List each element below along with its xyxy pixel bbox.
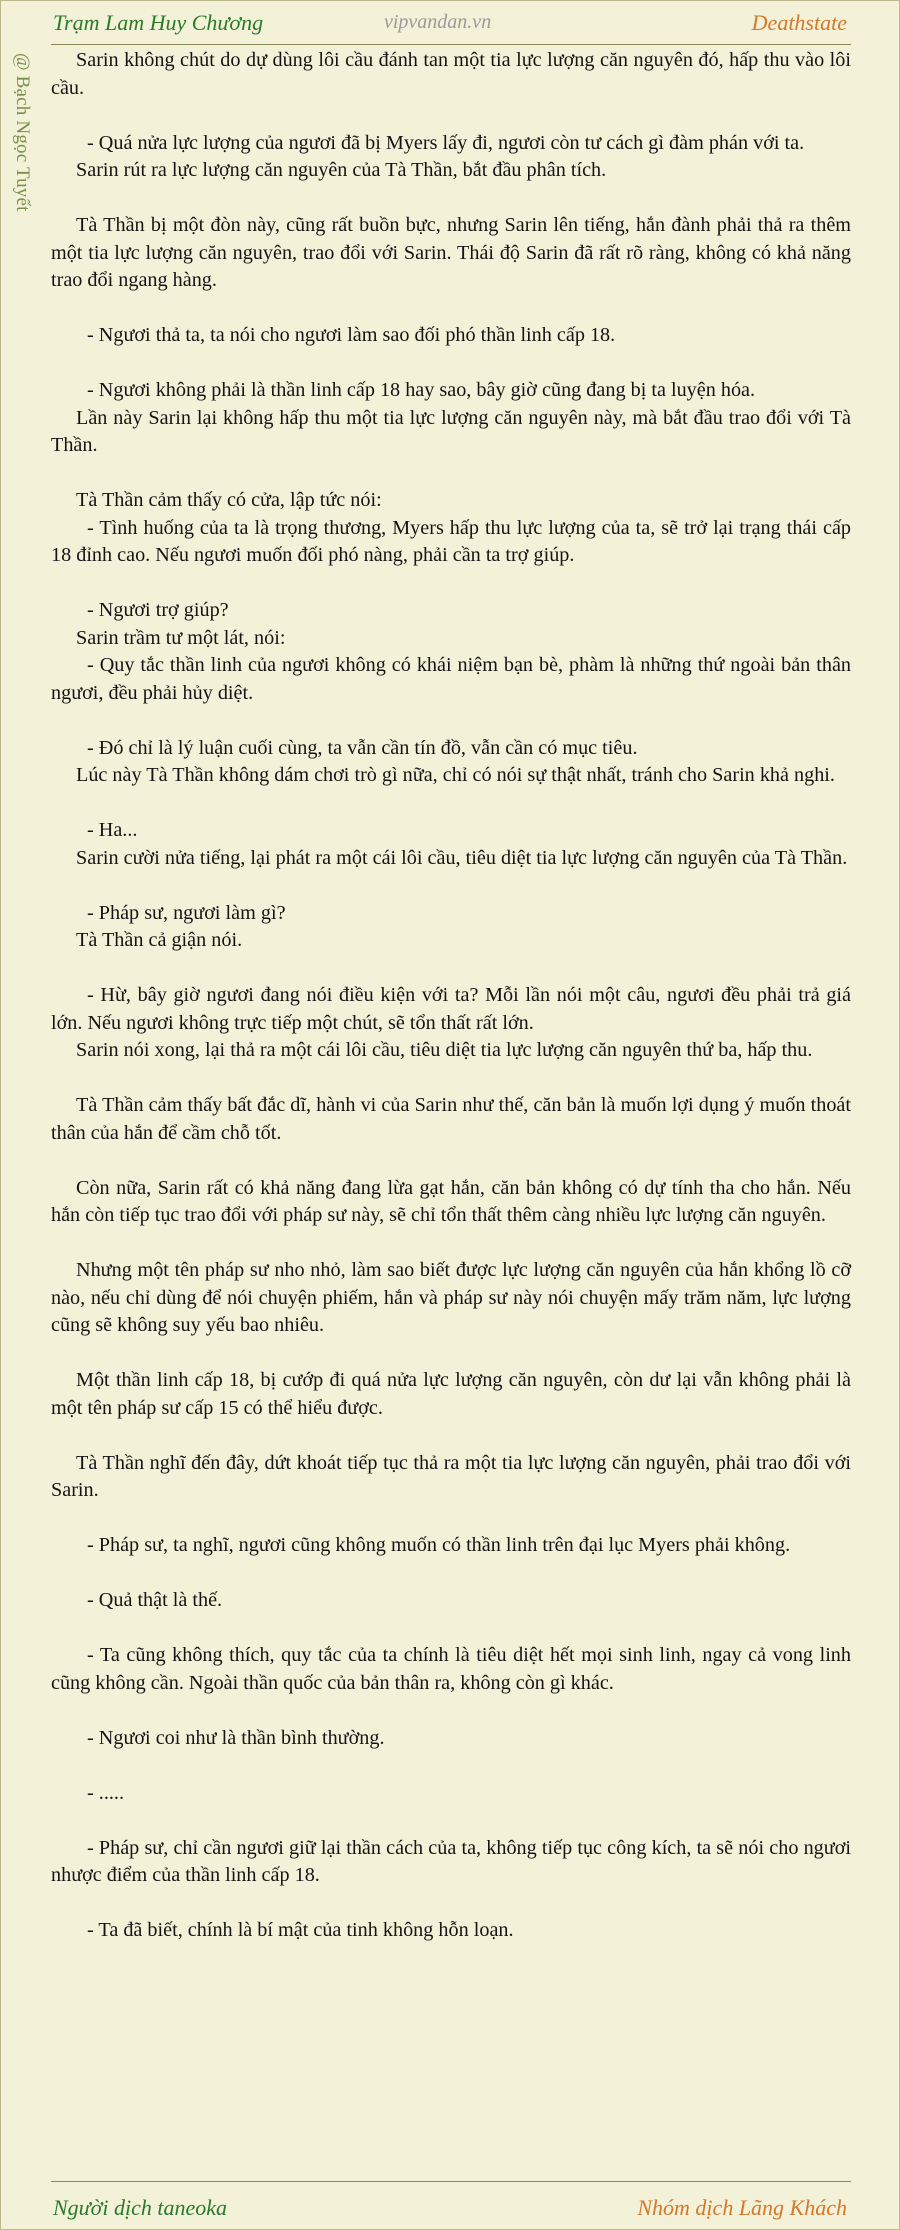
paragraph-text: - Quá nửa lực lượng của ngươi đã bị Myers lấy đi, ngươi còn tư cách gì đàm phán với ta. [87, 131, 805, 154]
paragraph [51, 1587, 851, 1615]
paragraph [51, 1367, 851, 1422]
paragraph [51, 1835, 851, 1890]
paragraph-text: Sarin trầm tư một lát, nói: [76, 626, 286, 649]
footer-translator: Người dịch taneoka [53, 2195, 228, 2220]
paragraph-text: Một thần linh cấp 18, bị cướp đi quá nửa lực lượng căn nguyên, còn dư lại vẫn không phải là một tên pháp sư cấp 15 có thể hiểu được. [51, 1369, 851, 1419]
paragraph [51, 597, 851, 625]
paragraph-text: Sarin cười nửa tiếng, lại phát ra một cái lôi cầu, tiêu diệt tia lực lượng căn nguyên của Tà Thần. [76, 846, 848, 869]
paragraph-text: Lúc này Tà Thần không dám chơi trò gì nữa, chỉ có nói sự thật nhất, tránh cho Sarin khả nghi. [76, 764, 835, 786]
paragraph [51, 1450, 851, 1505]
paragraph [51, 652, 851, 707]
paragraph [51, 1175, 851, 1230]
paragraph [51, 982, 851, 1037]
header-book-title: Deathstate [751, 10, 847, 35]
paragraph-text: - Pháp sư, ngươi làm gì? [87, 901, 286, 924]
page-header [1, 1, 899, 45]
paragraph [51, 1725, 851, 1753]
paragraph [51, 1532, 851, 1560]
paragraph [51, 47, 851, 102]
page-footer [1, 2184, 899, 2228]
paragraph-text: Tà Thần cảm thấy có cửa, lập tức nói: [76, 489, 382, 511]
paragraph-text: - Ta đã biết, chính là bí mật của tinh không hỗn loạn. [87, 1919, 514, 1941]
side-watermark [11, 53, 41, 273]
header-divider [51, 44, 851, 45]
paragraph [51, 1257, 851, 1340]
paragraph-text: Nhưng một tên pháp sư nho nhỏ, làm sao biết được lực lượng căn nguyên của hắn khổng lồ cỡ nào, nếu chỉ dùng để nói chuyện phiếm, hắn và pháp sư này nói chuyện mấy trăm năm, lực lượng cũng sẽ không suy yếu bao nhiêu. [51, 1259, 851, 1336]
paragraph-text: Lần này Sarin lại không hấp thu một tia lực lượng căn nguyên này, mà bắt đầu trao đổi với Tà Thần. [51, 406, 851, 456]
paragraph [51, 845, 851, 873]
paragraph [51, 1780, 851, 1808]
paragraph-text: - Quy tắc thần linh của ngươi không có khái niệm bạn bè, phàm là những thứ ngoài bản thân ngươi, đều phải hủy diệt. [51, 654, 851, 704]
paragraph-text: Còn nữa, Sarin rất có khả năng đang lừa gạt hắn, căn bản không có dự tính tha cho hắn. Nếu hắn còn tiếp tục trao đổi với pháp sư này, sẽ chỉ tổn thất thêm càng nhiều lực lượng căn nguyên. [51, 1176, 851, 1226]
paragraph-text: - Ngươi trợ giúp? [87, 599, 229, 621]
paragraph [51, 322, 851, 350]
paragraph [51, 762, 851, 790]
footer-divider [51, 2181, 851, 2182]
chapter-body [51, 47, 851, 1945]
paragraph-text: - Tình huống của ta là trọng thương, Myers hấp thu lực lượng của ta, sẽ trở lại trạng thái cấp 18 đỉnh cao. Nếu ngươi muốn đối phó nàng, phải cần ta trợ giúp. [51, 516, 851, 566]
paragraph-text: Tà Thần nghĩ đến đây, dứt khoát tiếp tục thả ra một tia lực lượng căn nguyên, phải trao đổi với Sarin. [51, 1451, 851, 1501]
paragraph-text: - Ngươi coi như là thần bình thường. [87, 1726, 385, 1749]
paragraph-text: - Hừ, bây giờ ngươi đang nói điều kiện với ta? Mỗi lần nói một câu, ngươi đều phải trả giá lớn. Nếu ngươi không trực tiếp một chút, sẽ tổn thất rất lớn. [51, 984, 851, 1034]
paragraph-text: - Pháp sư, ta nghĩ, ngươi cũng không muốn có thần linh trên đại lục Myers phải không. [87, 1534, 791, 1556]
paragraph-text: Sarin không chút do dự dùng lôi cầu đánh tan một tia lực lượng căn nguyên đó, hấp thu vào lôi cầu. [51, 49, 851, 99]
paragraph-text: - Đó chỉ là lý luận cuối cùng, ta vẫn cần tín đồ, vẫn cần có mục tiêu. [87, 736, 638, 759]
paragraph-text: - Quả thật là thế. [87, 1589, 223, 1611]
paragraph [51, 1917, 851, 1945]
paragraph [51, 625, 851, 653]
paragraph [51, 515, 851, 570]
paragraph [51, 735, 851, 763]
paragraph [51, 817, 851, 845]
paragraph [51, 157, 851, 185]
paragraph-text: Sarin rút ra lực lượng căn nguyên của Tà Thần, bắt đầu phân tích. [76, 159, 607, 181]
paragraph-text: - Pháp sư, chỉ cần ngươi giữ lại thần cách của ta, không tiếp tục công kích, ta sẽ nói cho ngươi nhược điểm của thần linh cấp 18. [51, 1836, 851, 1886]
paragraph-text: Sarin nói xong, lại thả ra một cái lôi cầu, tiêu diệt tia lực lượng căn nguyên thứ ba, hấp thu. [76, 1039, 813, 1061]
paragraph [51, 487, 851, 515]
paragraph [51, 377, 851, 405]
paragraph [51, 1642, 851, 1697]
paragraph-text: Tà Thần bị một đòn này, cũng rất buồn bực, nhưng Sarin lên tiếng, hắn đành phải thả ra thêm một tia lực lượng căn nguyên, trao đổi với Sarin. Thái độ Sarin đã rất rõ ràng, không có khả năng trao đổi ngang hàng. [51, 214, 851, 291]
footer-group: Nhóm dịch Lãng Khách [637, 2195, 847, 2220]
paragraph [51, 900, 851, 928]
header-website[interactable]: vipvandan.vn [384, 11, 492, 33]
paragraph [51, 1092, 851, 1147]
paragraph-text: Tà Thần cả giận nói. [76, 929, 243, 951]
paragraph-text: - Ngươi không phải là thần linh cấp 18 hay sao, bây giờ cũng đang bị ta luyện hóa. [87, 379, 756, 401]
paragraph-text: - Ta cũng không thích, quy tắc của ta chính là tiêu diệt hết mọi sinh linh, ngay cả vong linh cũng không cần. Ngoài thần quốc của bản thân ra, không còn gì khác. [51, 1644, 851, 1694]
paragraph-text: - Ngươi thả ta, ta nói cho ngươi làm sao đối phó thần linh cấp 18. [87, 324, 616, 346]
paragraph [51, 130, 851, 158]
header-site-name: Trạm Lam Huy Chương [53, 10, 264, 35]
paragraph-text: - Ha... [87, 819, 138, 841]
paragraph-text: Tà Thần cảm thấy bất đắc dĩ, hành vi của Sarin như thế, căn bản là muốn lợi dụng ý muốn thoát thân của hắn để cầm chỗ tốt. [51, 1094, 851, 1144]
paragraph [51, 212, 851, 295]
paragraph [51, 405, 851, 460]
watermark-text: @ Bạch Ngọc Tuyết [12, 53, 33, 212]
paragraph [51, 927, 851, 955]
paragraph-text: - ..... [87, 1781, 125, 1804]
paragraph [51, 1037, 851, 1065]
